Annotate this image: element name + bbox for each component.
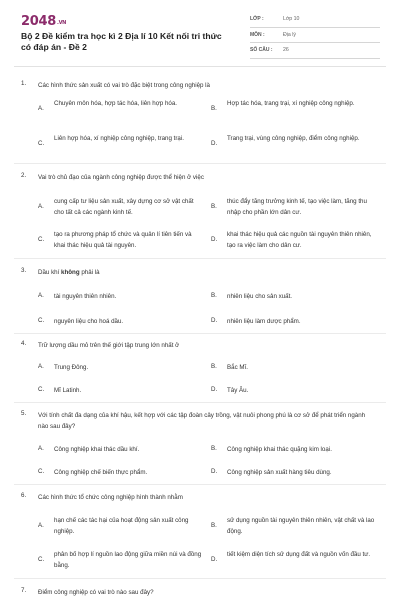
meta-value: Lớp 10: [283, 16, 300, 23]
option-letter[interactable]: C.: [38, 317, 45, 324]
option-text[interactable]: cung cấp tư liệu sản xuất, xây dựng cơ sở vật chất cho tất cả các ngành kinh tế.: [54, 198, 194, 216]
option-text[interactable]: nhiên liệu cho sản xuất.: [227, 293, 293, 300]
page-title: Bộ 2 Đề kiểm tra học kì 2 Địa lí 10 Kết nối tri thức có đáp án - Đề 2: [21, 31, 222, 52]
option-text[interactable]: Mĩ Latinh.: [54, 387, 82, 394]
option-letter[interactable]: D.: [211, 236, 218, 243]
option-letter[interactable]: A.: [38, 445, 44, 452]
option-text[interactable]: Công nghiệp sản xuất hàng tiêu dùng.: [227, 469, 332, 476]
meta-table: [250, 12, 380, 59]
option-letter[interactable]: C.: [38, 386, 45, 393]
question-number: 7.: [21, 587, 27, 594]
site-logo[interactable]: [21, 14, 66, 29]
option-letter[interactable]: B.: [211, 105, 217, 112]
option-letter[interactable]: A.: [38, 292, 44, 299]
option-letter[interactable]: D.: [211, 556, 218, 563]
option-letter[interactable]: B.: [211, 363, 217, 370]
option-letter[interactable]: C.: [38, 140, 45, 147]
question-divider: [14, 258, 386, 259]
meta-key: MÔN :: [250, 31, 265, 38]
option-letter[interactable]: B.: [211, 445, 217, 452]
question-divider: [14, 578, 386, 579]
option-text[interactable]: Trung Đông.: [54, 364, 89, 371]
meta-key: LỚP :: [250, 16, 264, 23]
question-text: Trữ lượng dầu mỏ trên thế giới tập trung lớn nhất ở: [38, 342, 180, 349]
option-text[interactable]: Liên hợp hóa, xí nghiệp công nghiệp, trang trại.: [54, 135, 184, 142]
option-letter[interactable]: A.: [38, 522, 44, 529]
option-letter[interactable]: D.: [211, 468, 218, 475]
option-text[interactable]: phân bố hợp lí nguồn lao động giữa miền núi và đồng bằng.: [54, 551, 202, 569]
logo-main: 2048: [21, 14, 56, 29]
option-text[interactable]: khai thác hiệu quả các nguồn tài nguyên thiên nhiên, tạo ra việc làm cho dân cư.: [227, 231, 372, 249]
question-divider: [14, 484, 386, 485]
question-number: 4.: [21, 340, 27, 347]
option-letter[interactable]: B.: [211, 203, 217, 210]
option-letter[interactable]: A.: [38, 363, 44, 370]
option-letter[interactable]: C.: [38, 468, 45, 475]
question-divider: [14, 333, 386, 334]
question-text: Với tính chất đa dạng của khí hậu, kết hợp với các tập đoàn cây trồng, vật nuôi phong phú là cơ sở để phát triển ngành nào sau đây?: [38, 412, 366, 430]
option-letter[interactable]: B.: [211, 292, 217, 299]
question-text-after: phải là: [79, 269, 100, 276]
question-number: 6.: [21, 492, 27, 499]
option-letter[interactable]: D.: [211, 317, 218, 324]
option-text[interactable]: Công nghiệp khai thác quặng kim loại.: [227, 446, 332, 453]
option-text[interactable]: sử dụng nguồn tài nguyên thiên nhiên, vật chất và lao động.: [227, 517, 375, 535]
option-text[interactable]: Hợp tác hóa, trang trại, xí nghiệp công nghiệp.: [227, 100, 355, 107]
option-text[interactable]: tiết kiệm diện tích sử dụng đất và nguồn vốn đầu tư.: [227, 551, 371, 558]
question-text: Các hình thức tổ chức công nghiệp hình thành nhằm: [38, 494, 183, 501]
option-text[interactable]: hạn chế các tác hại của hoạt động sản xuất công nghiệp.: [54, 517, 189, 535]
option-text[interactable]: Công nghiệp khai thác dầu khí.: [54, 446, 140, 453]
meta-value: Địa lý: [283, 31, 296, 38]
header-divider: [14, 66, 386, 67]
option-text[interactable]: Chuyên môn hóa, hợp tác hóa, liên hợp hóa.: [54, 100, 178, 107]
option-text[interactable]: tài nguyên thiên nhiên.: [54, 293, 117, 300]
question-text: Điểm công nghiệp có vai trò nào sau đây?: [38, 589, 154, 596]
meta-row-subject: [250, 28, 380, 44]
header: [0, 0, 400, 62]
question-text: [38, 267, 368, 278]
question-text: Các hình thức sản xuất có vai trò đặc biệt trong công nghiệp là: [38, 82, 210, 89]
question-text-before: Dầu khí: [38, 269, 62, 276]
option-letter[interactable]: D.: [211, 140, 218, 147]
logo-suffix: .VN: [56, 20, 67, 26]
option-text[interactable]: Công nghiệp chế biến thực phẩm.: [54, 469, 148, 476]
question-emphasis: không: [61, 269, 80, 276]
option-letter[interactable]: C.: [38, 556, 45, 563]
question-divider: [14, 402, 386, 403]
question-number: 1.: [21, 80, 27, 87]
option-text[interactable]: nhiên liệu làm dược phẩm.: [227, 318, 301, 325]
question-number: 3.: [21, 267, 27, 274]
option-text[interactable]: Trang trại, vùng công nghiệp, điểm công nghiệp.: [227, 135, 360, 142]
option-text[interactable]: thúc đẩy tăng trưởng kinh tế, tạo việc làm, tăng thu nhập cho phần lớn dân cư.: [227, 198, 367, 216]
option-text[interactable]: nguyên liệu cho hoá dầu.: [54, 318, 124, 325]
option-letter[interactable]: A.: [38, 203, 44, 210]
option-text[interactable]: Tây Âu.: [227, 387, 249, 394]
option-letter[interactable]: A.: [38, 105, 44, 112]
meta-row-count: [250, 43, 380, 59]
option-text[interactable]: tạo ra phương pháp tổ chức và quản lí tiên tiến và khai thác hiệu quả tài nguyên.: [54, 231, 192, 249]
meta-key: SỐ CÂU :: [250, 47, 273, 54]
question-text: Vai trò chủ đạo của ngành công nghiệp được thể hiện ở việc: [38, 174, 204, 181]
question-number: 5.: [21, 410, 27, 417]
option-text[interactable]: Bắc Mĩ.: [227, 364, 248, 371]
meta-value: 26: [283, 47, 289, 54]
question-divider: [14, 163, 386, 164]
meta-row-class: [250, 12, 380, 28]
option-letter[interactable]: C.: [38, 236, 45, 243]
question-number: 2.: [21, 172, 27, 179]
option-letter[interactable]: D.: [211, 386, 218, 393]
option-letter[interactable]: B.: [211, 522, 217, 529]
